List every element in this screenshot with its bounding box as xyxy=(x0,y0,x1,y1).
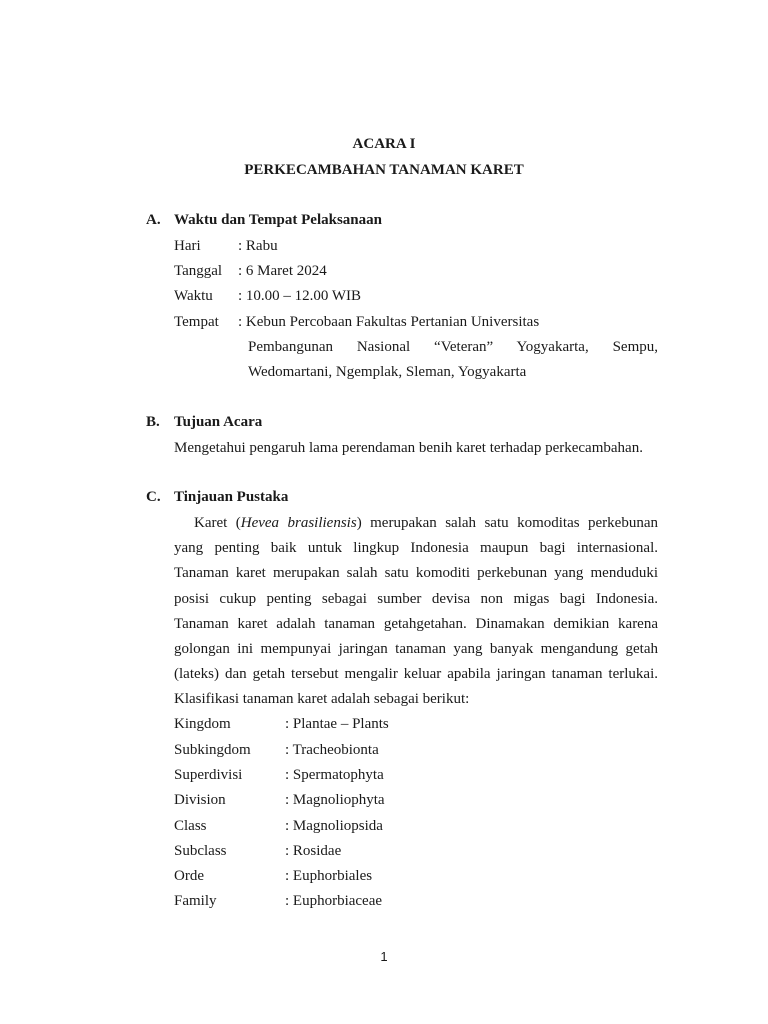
klasifikasi-rank: Superdivisi xyxy=(174,767,243,783)
klasifikasi-value: : Rosidae xyxy=(285,843,342,859)
section-a-letter: A. xyxy=(146,212,161,228)
paragraph-line-4: posisi cukup penting sebagai sumber devisa non migas bagi Indonesia. xyxy=(174,591,658,607)
document-subtitle: PERKECAMBAHAN TANAMAN KARET xyxy=(244,162,524,178)
klasifikasi-intro: Klasifikasi tanaman karet adalah sebagai berikut: xyxy=(174,691,470,707)
paragraph-line-1-pre: Karet ( xyxy=(194,515,241,531)
section-c-letter: C. xyxy=(146,489,161,505)
tanggal-label: Tanggal xyxy=(174,263,223,279)
klasifikasi-value: : Plantae – Plants xyxy=(285,716,389,732)
paragraph-line-2: yang penting baik untuk lingkup Indonesia maupun bagi internasional. xyxy=(174,540,658,556)
tempat-value-line3: Wedomartani, Ngemplak, Sleman, Yogyakarta xyxy=(248,364,527,380)
klasifikasi-value: : Spermatophyta xyxy=(285,767,384,783)
paragraph-line-1-post: ) merupakan salah satu komoditas perkebunan xyxy=(356,515,658,531)
paragraph-line-1 xyxy=(194,515,658,532)
klasifikasi-rank: Kingdom xyxy=(174,716,231,732)
klasifikasi-value: : Euphorbiales xyxy=(285,868,373,884)
page-number: 1 xyxy=(380,949,388,964)
klasifikasi-value: : Magnoliopsida xyxy=(285,818,383,834)
klasifikasi-rank: Division xyxy=(174,792,226,808)
hari-value: : Rabu xyxy=(238,238,278,254)
tanggal-value: : 6 Maret 2024 xyxy=(238,263,327,279)
paragraph-line-5: Tanaman karet adalah tanaman getahgetahan. Dinamakan demikian karena xyxy=(174,616,658,632)
hari-label: Hari xyxy=(174,238,201,254)
section-a-title: Waktu dan Tempat Pelaksanaan xyxy=(174,212,382,228)
klasifikasi-rank: Orde xyxy=(174,868,204,884)
klasifikasi-rank: Subclass xyxy=(174,843,227,859)
paragraph-line-6: golongan ini mempunyai jaringan tanaman yang banyak mengandung getah xyxy=(174,641,658,657)
tujuan-text: Mengetahui pengaruh lama perendaman benih karet terhadap perkecambahan. xyxy=(174,440,643,456)
tempat-value: : Kebun Percobaan Fakultas Pertanian Universitas xyxy=(238,314,540,330)
section-b-letter: B. xyxy=(146,414,160,430)
klasifikasi-value: : Magnoliophyta xyxy=(285,792,385,808)
waktu-label: Waktu xyxy=(174,288,213,304)
paragraph-line-3: Tanaman karet merupakan salah satu komoditi perkebunan yang menduduki xyxy=(174,565,658,581)
document-title: ACARA I xyxy=(352,136,416,152)
waktu-value: : 10.00 – 12.00 WIB xyxy=(238,288,362,304)
tempat-value-line2: Pembangunan Nasional “Veteran” Yogyakarta, Sempu, xyxy=(248,339,658,355)
section-c-title: Tinjauan Pustaka xyxy=(174,489,289,505)
section-b-title: Tujuan Acara xyxy=(174,414,263,430)
klasifikasi-value: : Tracheobionta xyxy=(285,742,379,758)
species-name: Hevea brasiliensis xyxy=(240,515,357,531)
tempat-label: Tempat xyxy=(174,314,219,330)
klasifikasi-rank: Subkingdom xyxy=(174,742,251,758)
paragraph-line-7: (lateks) dan getah tersebut mengalir keluar apabila jaringan tanaman terlukai. xyxy=(174,666,658,682)
klasifikasi-rank: Class xyxy=(174,818,207,834)
klasifikasi-rank: Family xyxy=(174,893,217,909)
klasifikasi-value: : Euphorbiaceae xyxy=(285,893,383,909)
